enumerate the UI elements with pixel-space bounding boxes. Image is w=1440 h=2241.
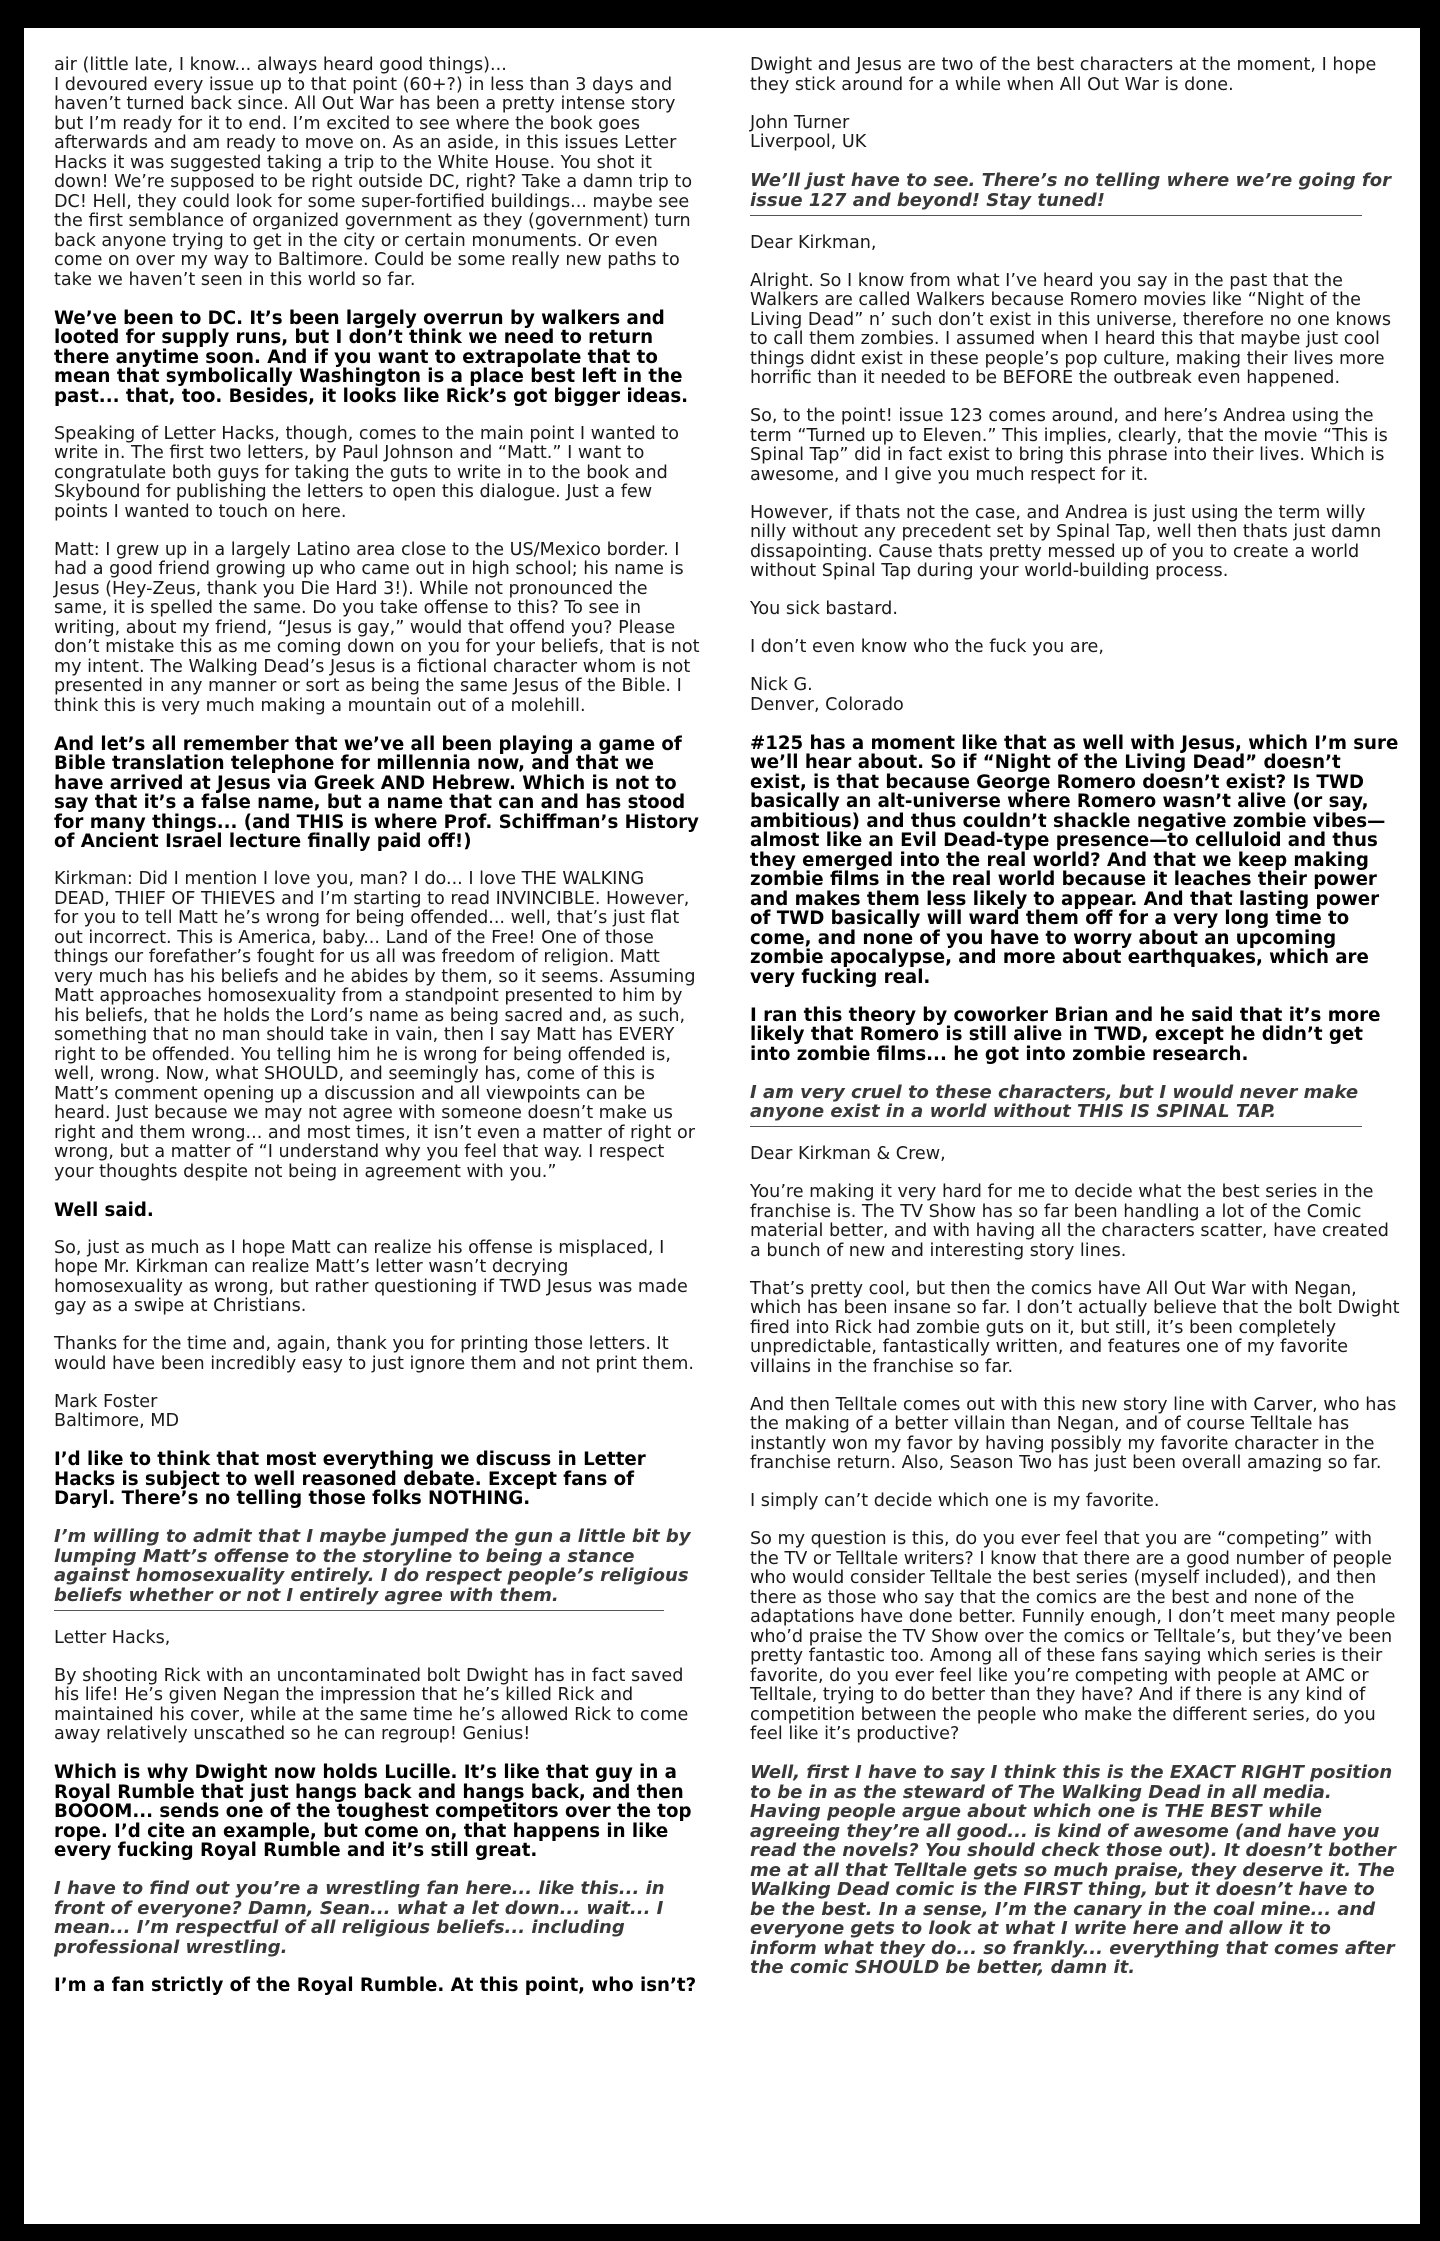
letters-page [24, 28, 1420, 2224]
letter-paragraph: Thanks for the time and, again, thank you for printing those letters. It would have been incredibly easy to just ignore them and not print them. [54, 1334, 694, 1374]
section-divider [54, 1610, 664, 1611]
letter-paragraph: Kirkman: Did I mention I love you, man? I do... I love THE WALKING DEAD, THIEF OF THIEVES and I’m starting to read INVINCIBLE. However, for you to tell Matt he’s wrong for being offended... well, that’s just flat out incorrect. This is America, baby... Land of the Free! One of those things our forefather’s fought for us all was freedom of religion. Matt very much has his beliefs and he abides by them, so it seems. Assuming Matt approaches homosexuality from a standpoint presented to him by his beliefs, that he holds the Lord’s name as being sacred and, as such, something that no man should take in vain, then I say Matt has EVERY right to be offended. You telling him he is wrong for being offended is, well, wrong. Now, what SHOULD, and seemingly has, come of this is Matt’s comment opening up a discussion and all viewpoints can be heard. Just because we may not agree with someone doesn’t make us right and them wrong... and most times, it isn’t even a matter of right or wrong, but a matter of “I understand why you feel that way. I respect your thoughts despite not being in agreement with you.” [54, 869, 696, 1182]
editor-reply-italic: I have to find out you’re a wrestling fan here... like this... in front of everyone? Damn, Sean... what a let down... wait... I mean... I’m respectful of all religious beliefs... including professional wrestling. [54, 1878, 665, 1958]
editor-reply-bold: We’ve been to DC. It’s been largely overrun by walkers and looted for supply runs, but I don’t think we need to return there anytime soon. And if you want to extrapolate that to mean that symbolically Washington is a place best left in the past... that, too. Besides, it looks like Rick’s got bigger ideas. [54, 307, 689, 407]
letter-paragraph: Mark Foster Baltimore, MD [54, 1391, 180, 1431]
editor-reply-bold: Well said. [54, 1199, 154, 1221]
letter-paragraph: Dear Kirkman, [750, 232, 877, 253]
letter-paragraph: Matt: I grew up in a largely Latino area close to the US/Mexico border. I had a good friend growing up who came out in high school; his name is Jesus (Hey-Zeus, thank you Die Hard 3!). While not pronounced the same, it is spelled the same. Do you take offense to this? To see in writing, about my friend, “Jesus is gay,” would that offend you? Please don’t mistake this as me coming down on you for your beliefs, that is not my intent. The Walking Dead’s Jesus is a fictional character whom is not presented in any manner or sort as being the same Jesus of the Bible. I think this is very much making a mountain out of a molehill. [54, 539, 700, 716]
editor-reply-italic: I’m willing to admit that I maybe jumped the gun a little bit by lumping Matt’s offense to the storyline to being a stance against homosexuality entirely. I do respect people’s religious beliefs whether or not I entirely agree with them. [54, 1526, 691, 1606]
letter-paragraph: Alright. So I know from what I’ve heard you say in the past that the Walkers are called Walkers because Romero movies like “Night of the Living Dead” n’ such don’t exist in this universe, therefore no one knows to call them zombies. I assumed when I heard this that maybe just cool things didnt exist in these people’s pop culture, making their lives more horrific than it needed to be BEFORE the outbreak even happened. [750, 270, 1392, 388]
letter-paragraph: You sick bastard. [750, 599, 898, 619]
letter-paragraph: Speaking of Letter Hacks, though, comes to the main point I wanted to write in. The first two letters, by Paul Johnson and “Matt.” I want to congratulate both guys for taking the guts to write in to the book and Skybound for publishing the letters to open this dialogue. Just a few points I wanted to touch on here. [54, 423, 680, 522]
editor-reply-bold: I’m a fan strictly of the Royal Rumble. At this point, who isn’t? [54, 1974, 697, 1996]
editor-reply-bold: I ran this theory by coworker Brian and he said that it’s more likely that Romero is still alive in TWD, except he didn’t get into zombie films... he got into zombie research. [750, 1004, 1381, 1065]
right-column [750, 56, 1402, 1996]
editor-reply-bold: #125 has a moment like that as well with Jesus, which I’m sure we’ll hear about. So if “Night of the Living Dead” doesn’t exist, is that because George Romero doesn’t exist? Is TWD basically an alt-universe where Romero wasn’t alive (or say, ambitious) and thus couldn’t shackle negative zombie vibes—almost like an Evil Dead-type presence—to celluloid and thus they emerged into the real world? And that we keep making zombie films in the real world because it leaches their power and makes them less likely to appear. And that lasting power of TWD basically will ward them off for a very long time to come, and none of you have to worry about an upcoming zombie apocalypse, and more about earthquakes, which are very fucking real. [750, 732, 1399, 988]
letter-paragraph: So, to the point! issue 123 comes around, and here’s Andrea using the term “Turned up to Eleven.” This implies, clearly, that the movie “This is Spinal Tap” did in fact exist to bring this phrase into their lives. Which is awesome, and I give you much respect for it. [750, 406, 1388, 485]
left-column [54, 56, 700, 2014]
letter-paragraph: Dwight and Jesus are two of the best characters at the moment, I hope they stick around for a while when All Out War is done. [750, 55, 1377, 95]
editor-reply-italic: Well, first I have to say I think this is the EXACT RIGHT position to be in as the steward of The Walking Dead in all media. Having people argue about which one is THE BEST while agreeing they’re all good... is kind of awesome (and have you read the novels? You should check those out). It doesn’t bother me at all that Telltale gets so much praise, they deserve it. The Walking Dead comic is the FIRST thing, but it doesn’t have to be the best. In a sense, I’m the canary in the coal mine... and everyone gets to look at what I write here and allow it to inform what they do... so frankly... everything that comes after the comic SHOULD be better, damn it. [750, 1762, 1396, 1978]
letter-paragraph: So, just as much as I hope Matt can realize his offense is misplaced, I hope Mr. Kirkman can realize Matt’s letter wasn’t decrying homosexuality as wrong, but rather questioning if TWD Jesus was made gay as a swipe at Christians. [54, 1237, 688, 1316]
letter-paragraph: By shooting Rick with an uncontaminated bolt Dwight has in fact saved his life! He’s given Negan the impression that he’s killed Rick and maintained his cover, while at the same time he’s allowed Rick to come away relatively unscathed so he can regroup! Genius! [54, 1665, 689, 1744]
letter-paragraph: air (little late, I know... always heard good things)... I devoured every issue up to that point (60+?) in less than 3 days and haven’t turned back since. All Out War has been a pretty intense story but I’m ready for it to end. I’m excited to see where the book goes afterwards and am ready to move on. As an aside, in this issues Letter Hacks it was suggested taking a trip to the White House. You shot it down! We’re supposed to be right outside DC, right? Take a damn trip to DC! Hell, they could look for some super-fortified buildings... maybe see the first semblance of organized government as they (government) turn back anyone trying to get in the city or certain monuments. Or even come on over my way to Baltimore. Could be some really new paths to take we haven’t seen in this world so far. [54, 55, 693, 290]
letter-paragraph: Letter Hacks, [54, 1627, 171, 1648]
editor-reply-bold: Which is why Dwight now holds Lucille. It’s like that guy in a Royal Rumble that just hangs back and hangs back, and then BOOOM... sends one of the toughest competitors over the top rope. I’d cite an example, but come on, that happens in like every fucking Royal Rumble and it’s still great. [54, 1762, 692, 1861]
letter-paragraph: However, if thats not the case, and Andrea is just using the term willy nilly without any precedent set by Spinal Tap, well then thats just damn dissapointing. Cause thats pretty messed up of you to create a world without Spinal Tap during your world-building process. [750, 502, 1382, 581]
editor-reply-bold: I’d like to think that most everything we discuss in Letter Hacks is subject to well reasoned debate. Except fans of Daryl. There’s no telling those folks NOTHING. [54, 1449, 646, 1509]
letter-paragraph: That’s pretty cool, but then the comics have All Out War with Negan, which has been insane so far. I don’t actually believe that the bolt Dwight fired into Rick had zombie guts on it, but still, it’s been completely unpredictable, fantastically written, and features one of my favorite villains in the franchise so far. [750, 1278, 1400, 1377]
letter-paragraph: I simply can’t decide which one is my favorite. [750, 1491, 1160, 1511]
section-divider [750, 1126, 1362, 1127]
section-divider [750, 215, 1362, 216]
letter-paragraph: You’re making it very hard for me to decide what the best series in the franchise is. The TV Show has so far been handling a lot of the Comic material better, and with having all the characters scatter, have created a bunch of new and interesting story lines. [750, 1182, 1389, 1261]
letter-paragraph: And then Telltale comes out with this new story line with Carver, who has the making of a better villain than Negan, and of course Telltale has instantly won my favor by having possibly my favorite character in the franchise return. Also, Season Two has just been overall amazing so far. [750, 1394, 1397, 1473]
editor-reply-italic: I am very cruel to these characters, but I would never make anyone exist in a world without THIS IS SPINAL TAP. [750, 1081, 1359, 1122]
letter-paragraph: So my question is this, do you ever feel that you are “competing” with the TV or Telltale writers? I know that there are a good number of people who would consider Telltale the best series (myself included), and then there as those who say that the comics are the best and none of the adaptations have done better. Funnily enough, I don’t meet many people who’d praise the TV Show over the comics or Telltale’s, but they’ve been pretty fantastic too. Among all of these fans saying which series is their favorite, do you ever feel like you’re competing with people at AMC or Telltale, trying to do better than they have? And if there is any kind of competition between the people who make the different series, do you feel like it’s productive? [750, 1529, 1396, 1744]
letter-paragraph: Dear Kirkman & Crew, [750, 1144, 946, 1164]
editor-reply-italic: We’ll just have to see. There’s no telling where we’re going for issue 127 and beyond! Stay tuned! [750, 170, 1391, 211]
editor-reply-bold: And let’s all remember that we’ve all been playing a game of Bible translation telephone for millennia now, and that we have arrived at Jesus via Greek AND Hebrew. Which is not to say that it’s a false name, but a name that can and has stood for many things... (and THIS is where Prof. Schiffman’s History of Ancient Israel lecture finally paid off!) [54, 733, 699, 852]
letter-paragraph: Nick G. Denver, Colorado [750, 675, 904, 715]
letter-paragraph: John Turner Liverpool, UK [750, 112, 867, 152]
letter-paragraph: I don’t even know who the fuck you are, [750, 637, 1104, 657]
